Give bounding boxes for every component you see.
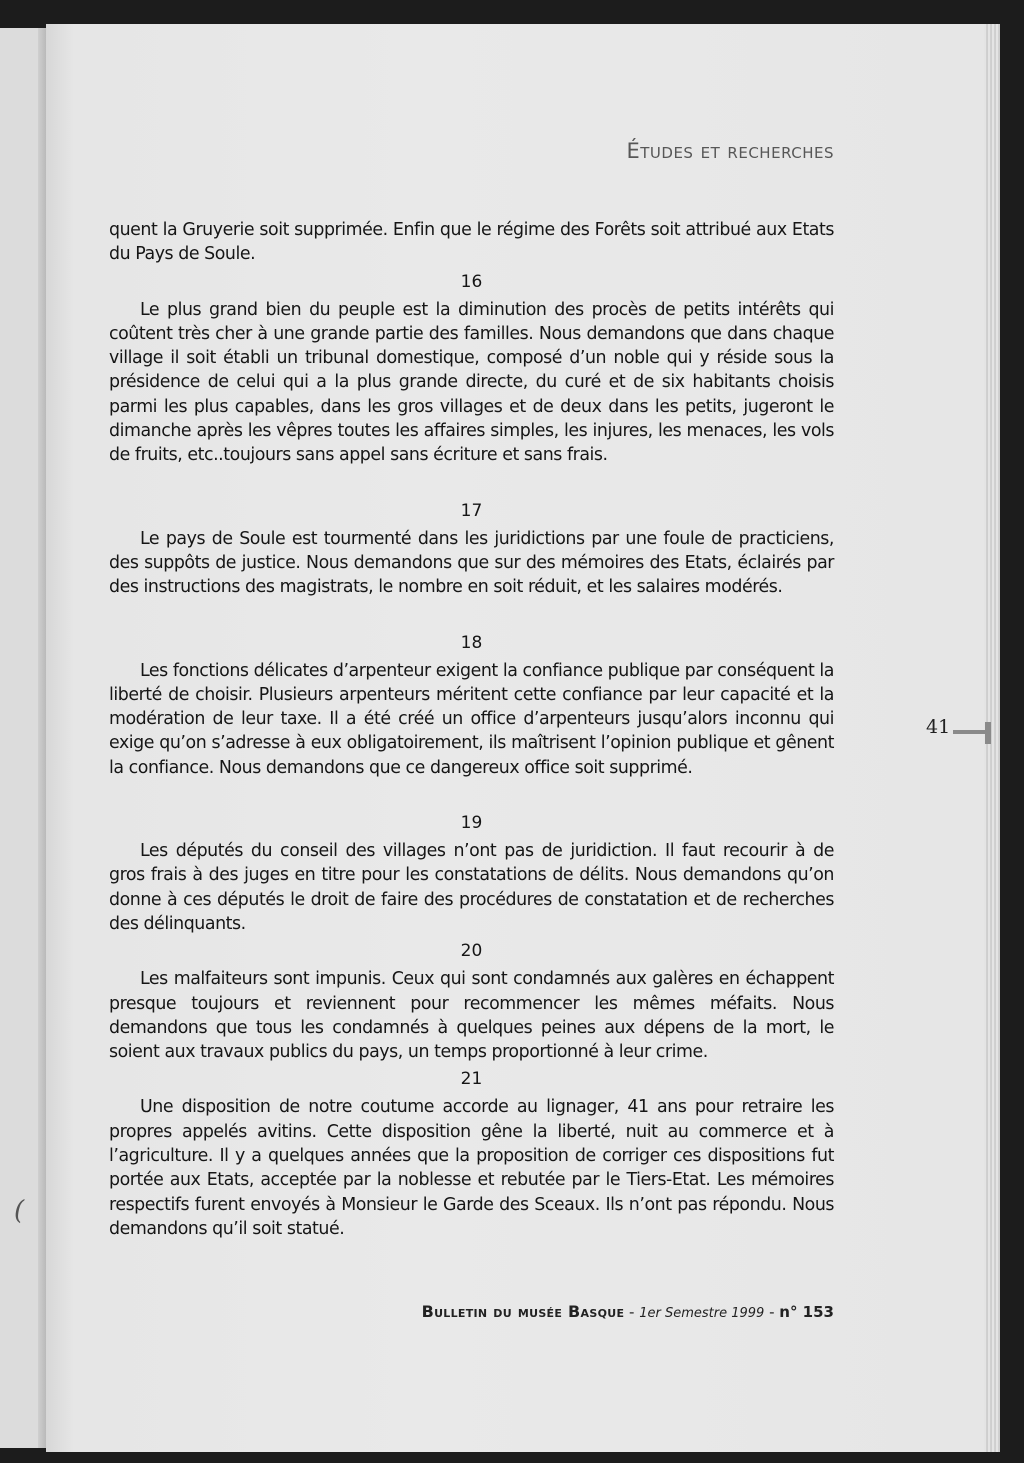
footer-issue-number: n° 153 [779,1303,834,1321]
article-number: 20 [460,941,483,962]
page-tab-marker [953,730,989,734]
paragraph: quent la Gruyerie soit supprimée. Enfin que le régime des Forêts soit attribué aux Etats du Pays de Soule. [109,220,834,265]
article-number: 19 [460,813,483,834]
footer-bulletin: Bulletin du musée Basque [421,1302,625,1321]
article-number: 21 [460,1069,483,1090]
page-body [109,218,834,1241]
paragraph: Les malfaiteurs sont impunis. Ceux qui sont condamnés aux galères en échappent presque toujours et reviennent pour recommencer les mêmes méfaits. Nous demandons que tous les condamnés à quelques peines aux dépens de la mort, le soient aux travaux publics du pays, un temps proportionné à leur crime. [109,969,834,1063]
left-page-mark: ( [14,1196,25,1226]
footer-separator: - [624,1303,640,1321]
footer [422,1302,834,1321]
footer-semester: 1er Semestre 1999 [639,1306,765,1321]
page-tab-block [985,722,991,744]
footer-separator: - [764,1303,780,1321]
paragraph: Une disposition de notre coutume accorde au lignager, 41 ans pour retraire les propres appelés avitins. Cette disposition gêne la liberté, nuit au commerce et à l’agriculture. Il y a quelques années que la proposition de corriger ces dispositions fut portée aux Etats, acceptée par la noblesse et rebutée par le Tiers-Etat. Les mémoires respectifs furent envoyés à Monsieur le Garde des Sceaux. Ils n’ont pas répondu. Nous demandons qu’il soit statué. [109,1097,834,1239]
article-number: 17 [460,500,483,521]
article-number: 18 [460,632,483,653]
article-number: 16 [460,271,483,292]
paragraph: Les fonctions délicates d’arpenteur exigent la confiance publique par conséquent la liberté de choisir. Plusieurs arpenteurs méritent cette confiance par leur capacité et la modération de leur taxe. Il a été créé un office d’arpenteurs jusqu’alors inconnu qui exige qu’on s’adresse à eux obligatoirement, ils maîtrisent l’opinion publique et gênent la confiance. Nous demandons que ce dangereux office soit supprimé. [109,660,834,778]
paragraph: Le plus grand bien du peuple est la diminution des procès de petits intérêts qui coûtent très cher à une grande partie des familles. Nous demandons que dans chaque village il soit établi un tribunal domestique, composé d’un noble qui y réside sous la présidence de celui qui a la plus grande directe, du curé et de six habitants choisis parmi les plus capables, dans les gros villages et de deux dans les petits, jugeront le dimanche après les vêpres toutes les affaires simples, les injures, les menaces, les vols de fruits, etc..toujours sans appel sans écriture et sans frais. [109,299,834,466]
margin-page-number: 41 [926,716,951,738]
paragraph: Le pays de Soule est tourmenté dans les juridictions par une foule de practiciens, des suppôts de justice. Nous demandons que sur des mémoires des Etats, éclairés par des instructions des magistrats, le nombre en soit réduit, et les salaires modérés. [109,528,834,598]
running-header: Études et recherches [626,139,834,163]
paragraph: Les députés du conseil des villages n’ont pas de juridiction. Il faut recourir à de gros frais à des juges en titre pour les constatations de délits. Nous demandons qu’on donne à ces députés le droit de faire des procédures de constatation et de recherches des délinquants. [109,841,834,934]
